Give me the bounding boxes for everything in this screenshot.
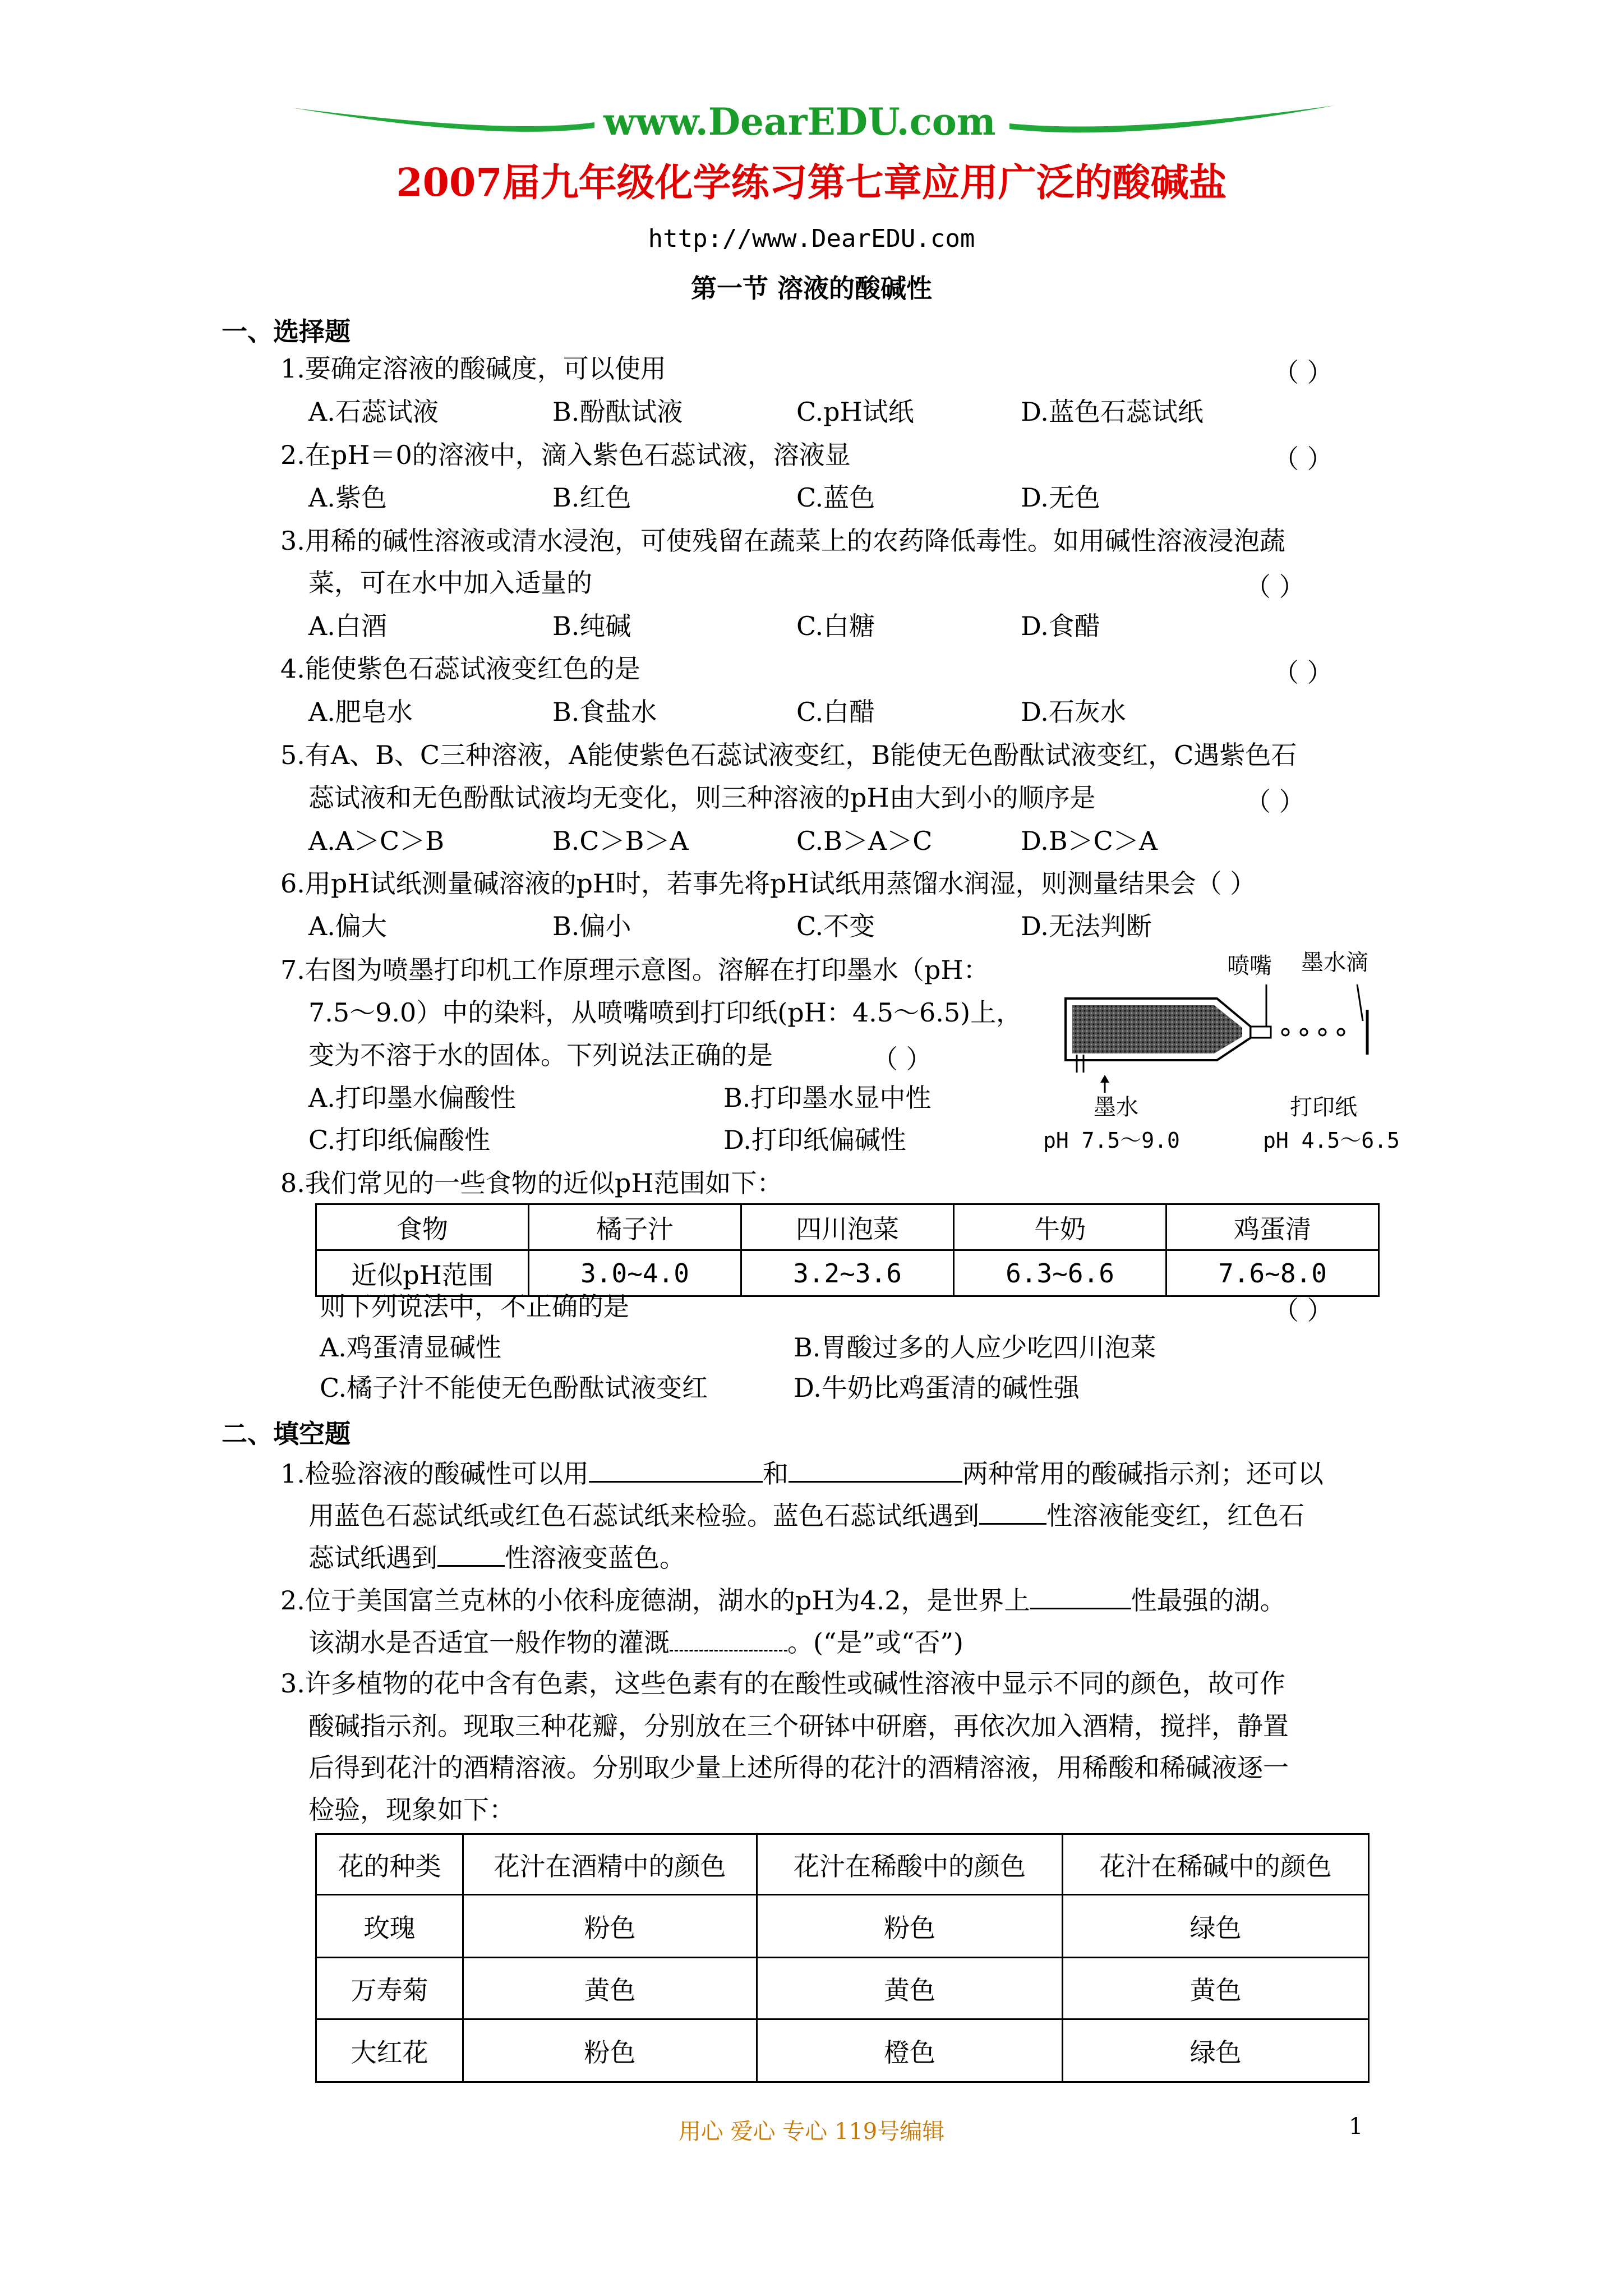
f2-line1 bbox=[280, 1583, 1286, 1617]
q4-stem: 4.能使紫色石蕊试液变红色的是 bbox=[280, 654, 640, 684]
q5-option-a: A.A＞C＞B bbox=[308, 826, 445, 856]
table-header: 花汁在酒精中的颜色 bbox=[463, 1834, 757, 1895]
q1-stem: 1.要确定溶液的酸碱度，可以使用 bbox=[280, 353, 666, 384]
table-cell: 7.6~8.0 bbox=[1166, 1250, 1379, 1296]
q3-option-b: B.纯碱 bbox=[552, 611, 631, 641]
f1-text: 和 bbox=[762, 1458, 789, 1489]
fill-blank[interactable] bbox=[1030, 1583, 1131, 1609]
q2-option-a: A.紫色 bbox=[308, 482, 387, 513]
f1-text: 性溶液能变红，红色石 bbox=[1046, 1501, 1304, 1531]
source-url: http://www.DearEDU.com bbox=[648, 224, 975, 253]
q8-option-a: A.鸡蛋清显碱性 bbox=[320, 1332, 501, 1363]
q7-option-d: D.打印纸偏碱性 bbox=[723, 1125, 906, 1155]
answer-paren: （ ） bbox=[1273, 657, 1333, 688]
table-cell: 近似pH范围 bbox=[316, 1250, 529, 1296]
answer-paren: （ ） bbox=[1273, 444, 1333, 474]
table-cell: 大红花 bbox=[316, 2019, 463, 2082]
part1-heading: 一、选择题 bbox=[222, 316, 351, 347]
answer-paren: （ ） bbox=[872, 1044, 932, 1074]
q8-stem: 8.我们常见的一些食物的近似pH范围如下： bbox=[280, 1168, 783, 1198]
q2-stem: 2.在pH＝0的溶液中，滴入紫色石蕊试液，溶液显 bbox=[280, 440, 851, 470]
table-header: 花的种类 bbox=[316, 1834, 463, 1895]
q7-option-b: B.打印墨水显中性 bbox=[723, 1083, 932, 1113]
q8-option-b: B.胃酸过多的人应少吃四川泡菜 bbox=[794, 1332, 1156, 1363]
footer-text: 用心 爱心 专心 119号编辑 bbox=[678, 2119, 945, 2145]
table-cell: 黄色 bbox=[1063, 1958, 1369, 2019]
q3-option-c: C.白糖 bbox=[796, 611, 875, 641]
part2-heading: 二、填空题 bbox=[222, 1419, 351, 1449]
table-cell: 橙色 bbox=[757, 2019, 1063, 2082]
table-cell: 3.2~3.6 bbox=[741, 1250, 954, 1296]
q6-option-b: B.偏小 bbox=[552, 911, 631, 941]
q5-option-c: C.B＞A＞C bbox=[796, 826, 933, 856]
fill-blank[interactable] bbox=[670, 1625, 787, 1651]
table-cell: 绿色 bbox=[1063, 2019, 1369, 2082]
f1-text: 性溶液变蓝色。 bbox=[505, 1543, 685, 1573]
q5-option-b: B.C＞B＞A bbox=[552, 826, 689, 856]
table-cell: 3.0~4.0 bbox=[529, 1250, 741, 1296]
f1-line2 bbox=[308, 1498, 1304, 1532]
q7-stem-line3: 变为不溶于水的固体。下列说法正确的是 bbox=[308, 1040, 773, 1070]
fill-blank[interactable] bbox=[979, 1498, 1046, 1525]
table-row bbox=[316, 1958, 1369, 2019]
q4-option-d: D.石灰水 bbox=[1021, 697, 1126, 727]
f2-line2 bbox=[308, 1625, 963, 1659]
paper-label: 打印纸 bbox=[1290, 1094, 1357, 1120]
flower-color-table bbox=[315, 1833, 1370, 2083]
q4-option-a: A.肥皂水 bbox=[308, 697, 413, 727]
q3-option-d: D.食醋 bbox=[1021, 611, 1100, 641]
table-header: 花汁在稀碱中的颜色 bbox=[1063, 1834, 1369, 1895]
table-header: 四川泡菜 bbox=[741, 1204, 954, 1250]
q2-option-b: B.红色 bbox=[552, 482, 631, 513]
page-title: 2007届九年级化学练习第七章应用广泛的酸碱盐 bbox=[396, 160, 1227, 205]
f1-text: 蕊试纸遇到 bbox=[308, 1543, 437, 1573]
table-cell: 6.3~6.6 bbox=[954, 1250, 1166, 1296]
q1-option-b: B.酚酞试液 bbox=[552, 397, 683, 427]
q1-option-d: D.蓝色石蕊试纸 bbox=[1021, 397, 1204, 427]
q8-option-c: C.橘子汁不能使无色酚酞试液变红 bbox=[320, 1373, 708, 1403]
ink-ph-label: pH 7.5～9.0 bbox=[1043, 1128, 1180, 1153]
q6-option-c: C.不变 bbox=[796, 911, 875, 941]
f3-line2: 酸碱指示剂。现取三种花瓣，分别放在三个研钵中研磨，再依次加入酒精，搅拌，静置 bbox=[308, 1711, 1289, 1741]
table-cell: 黄色 bbox=[463, 1958, 757, 2019]
nozzle-label: 喷嘴 bbox=[1227, 953, 1272, 979]
q3-stem-line1: 3.用稀的碱性溶液或清水浸泡，可使残留在蔬菜上的农药降低毒性。如用碱性溶液浸泡蔬 bbox=[280, 526, 1285, 556]
q7-option-a: A.打印墨水偏酸性 bbox=[308, 1083, 516, 1113]
f3-line1: 3.许多植物的花中含有色素，这些色素有的在酸性或碱性溶液中显示不同的颜色，故可作 bbox=[280, 1668, 1285, 1699]
q7-stem-line2: 7.5～9.0）中的染料，从喷嘴喷到打印纸(pH：4.5～6.5)上， bbox=[308, 997, 1022, 1028]
table-cell: 黄色 bbox=[757, 1958, 1063, 2019]
q3-stem-line2: 菜，可在水中加入适量的 bbox=[308, 568, 592, 598]
page-number: 1 bbox=[1349, 2114, 1363, 2139]
paper-ph-label: pH 4.5～6.5 bbox=[1263, 1128, 1400, 1153]
f2-text: 该湖水是否适宜一般作物的灌溉 bbox=[308, 1627, 670, 1658]
table-header: 食物 bbox=[316, 1204, 529, 1250]
f2-text: 性最强的湖。 bbox=[1131, 1585, 1286, 1616]
table-header: 牛奶 bbox=[954, 1204, 1166, 1250]
table-row bbox=[316, 2019, 1369, 2082]
table-cell: 粉色 bbox=[463, 2019, 757, 2082]
q5-option-d: D.B＞C＞A bbox=[1021, 826, 1158, 856]
table-header: 橘子汁 bbox=[529, 1204, 741, 1250]
f3-line3: 后得到花汁的酒精溶液。分别取少量上述所得的花汁的酒精溶液，用稀酸和稀碱液逐一 bbox=[308, 1752, 1289, 1783]
f3-line4: 检验，现象如下： bbox=[308, 1795, 515, 1825]
q2-option-d: D.无色 bbox=[1021, 482, 1100, 513]
fill-blank[interactable] bbox=[437, 1540, 505, 1567]
q5-stem-line1: 5.有A、B、C三种溶液，A能使紫色石蕊试液变红，B能使无色酚酞试液变红，C遇紫色石 bbox=[280, 740, 1297, 770]
table-cell: 绿色 bbox=[1063, 1895, 1369, 1958]
answer-paren: （ ） bbox=[1273, 1295, 1333, 1326]
answer-paren: （ ） bbox=[1245, 786, 1305, 817]
q8-stem2: 则下列说法中，不正确的是 bbox=[320, 1291, 629, 1322]
f1-line1 bbox=[280, 1456, 1324, 1490]
q4-option-b: B.食盐水 bbox=[552, 697, 657, 727]
q7-stem-line1: 7.右图为喷墨打印机工作原理示意图。溶解在打印墨水（pH： bbox=[280, 955, 989, 985]
q6-option-a: A.偏大 bbox=[308, 911, 387, 941]
q1-option-c: C.pH试纸 bbox=[796, 397, 914, 427]
table-header: 花汁在稀酸中的颜色 bbox=[757, 1834, 1063, 1895]
q6-option-d: D.无法判断 bbox=[1021, 911, 1152, 941]
table-cell: 玫瑰 bbox=[316, 1895, 463, 1958]
q8-option-d: D.牛奶比鸡蛋清的碱性强 bbox=[794, 1373, 1080, 1403]
table-row bbox=[316, 1895, 1369, 1958]
q4-option-c: C.白醋 bbox=[796, 697, 875, 727]
f2-text: 。(“是”或“否”) bbox=[787, 1627, 963, 1658]
table-cell: 粉色 bbox=[757, 1895, 1063, 1958]
f1-line3 bbox=[308, 1540, 685, 1574]
q7-option-c: C.打印纸偏酸性 bbox=[308, 1125, 491, 1155]
answer-paren: （ ） bbox=[1245, 572, 1305, 602]
f1-text: 1.检验溶液的酸碱性可以用 bbox=[280, 1458, 589, 1489]
printer-diagram bbox=[1043, 942, 1424, 1167]
q1-option-a: A.石蕊试液 bbox=[308, 397, 439, 427]
fill-blank[interactable] bbox=[789, 1456, 962, 1483]
ink-drops-label: 墨水滴 bbox=[1301, 950, 1368, 976]
q5-stem-line2: 蕊试液和无色酚酞试液均无变化，则三种溶液的pH由大到小的顺序是 bbox=[308, 783, 1096, 813]
f2-text: 2.位于美国富兰克林的小依科庞德湖，湖水的pH为4.2，是世界上 bbox=[280, 1585, 1030, 1616]
table-cell: 万寿菊 bbox=[316, 1958, 463, 2019]
f1-text: 两种常用的酸碱指示剂；还可以 bbox=[962, 1458, 1324, 1489]
answer-paren: （ ） bbox=[1273, 357, 1333, 388]
q6-stem: 6.用pH试纸测量碱溶液的pH时，若事先将pH试纸用蒸馏水润湿，则测量结果会（ ） bbox=[280, 868, 1256, 899]
section-heading: 第一节 溶液的酸碱性 bbox=[690, 273, 932, 303]
f1-text: 用蓝色石蕊试纸或红色石蕊试纸来检验。蓝色石蕊试纸遇到 bbox=[308, 1501, 979, 1531]
fill-blank[interactable] bbox=[589, 1456, 763, 1483]
site-banner: www.DearEDU.com bbox=[603, 100, 996, 144]
table-header: 鸡蛋清 bbox=[1166, 1204, 1379, 1250]
ink-label: 墨水 bbox=[1094, 1094, 1138, 1120]
table-cell: 粉色 bbox=[463, 1895, 757, 1958]
food-ph-table bbox=[315, 1203, 1380, 1297]
q2-option-c: C.蓝色 bbox=[796, 482, 875, 513]
q3-option-a: A.白酒 bbox=[308, 611, 387, 641]
